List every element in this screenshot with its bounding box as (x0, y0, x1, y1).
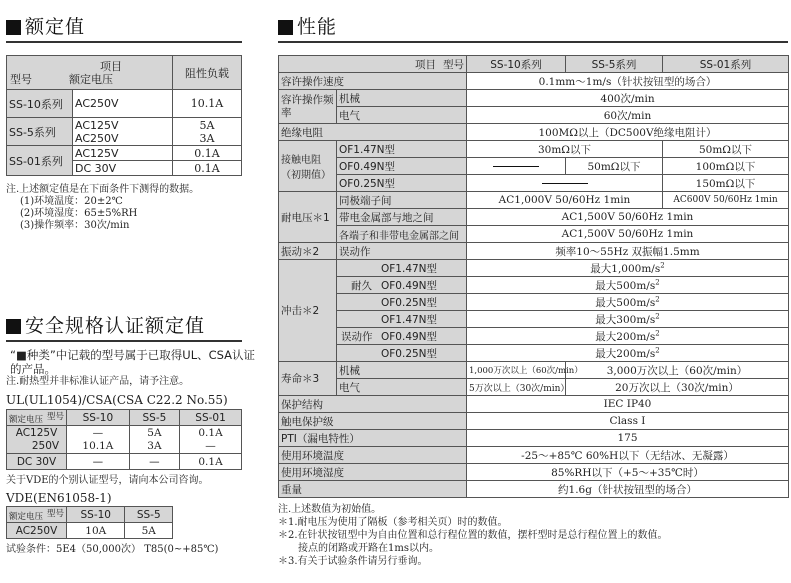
sub-label: 耐久 OF0.49N型 (337, 277, 467, 294)
value-cell: 最大$500m/s^2$ (467, 277, 789, 294)
cert-body (6, 348, 256, 556)
table-row (279, 73, 789, 90)
sub-label: OF1.47N型 (337, 260, 467, 277)
value-cell: 5A 3A (129, 426, 179, 454)
voltage-cell: AC125V (73, 146, 173, 161)
note-line: ＊2.在针状按钮型中为自由位置和总行程位置的数值，摆杆型时是总行程位置上的数值。 (278, 530, 668, 541)
perf-col-header: SS-10系列 (467, 56, 566, 73)
row-label: 耐电压＊1 (279, 192, 337, 243)
value-cell: AC1,500V 50/60Hz 1min (467, 226, 789, 243)
square-bullet-icon (6, 20, 21, 35)
sub-label: OF0.49N型 (337, 158, 467, 175)
table-header-row (7, 56, 242, 90)
note-line: 注.上述数值为初始值。 (278, 504, 382, 515)
value-cell: 最大$500m/s^2$ (467, 294, 789, 311)
table-row (279, 481, 789, 498)
value-cell: 0.1A — (180, 426, 242, 454)
right-column (278, 6, 788, 568)
sub-label: 电气 (337, 107, 467, 124)
table-row (279, 413, 789, 430)
value-cell: — 10.1A (67, 426, 130, 454)
sub-label: 机械 (337, 362, 467, 379)
row-label: PTI（漏电特性） (279, 430, 467, 447)
note-line: (3)操作频率：30次/min (20, 220, 130, 231)
load-cell: 10.1A (172, 90, 241, 118)
table-row (279, 226, 789, 243)
row-label: 容许操作频率 (279, 90, 337, 124)
vde-table (6, 506, 173, 539)
note-line: ＊3.有关于试验条件请另行垂询。 (278, 556, 428, 567)
table-row (279, 175, 789, 192)
note-line: (2)环境湿度：65±5%RH (20, 208, 138, 219)
note-line: 注.上述额定值是在下面条件下测得的数据。 (6, 184, 200, 195)
voltage-cell: AC250V (73, 90, 173, 118)
table-header-row (7, 410, 242, 426)
value-cell: 400次/min (467, 90, 789, 107)
header-voltage-label: 额定电压 (69, 73, 113, 86)
row-label: 接触电阻（初期值） (279, 141, 337, 192)
cert-title: 安全规格认证额定值 (25, 315, 206, 337)
header-load-label: 阻性负载 (172, 56, 241, 90)
value-cell: 85%RH以下（+5～+35℃时） (467, 464, 789, 481)
table-row (279, 311, 789, 328)
value-cell: 最大$200m/s^2$ (467, 328, 789, 345)
header-diagonal-cell: 型号 额定电压 (7, 507, 67, 523)
ul-title: UL(UL1054)/CSA(CSA C22.2 No.55) (6, 393, 228, 407)
sub-label: OF1.47N型 (337, 141, 467, 158)
sub-label: 各端子和非带电金属部之间 (337, 226, 467, 243)
table-row (279, 345, 789, 362)
value-cell: IEC IP40 (467, 396, 789, 413)
value-cell: 0.1mm～1m/s（针状按钮型的场合） (467, 73, 789, 90)
value-cell: 150mΩ以下 (663, 175, 789, 192)
sub-label: OF0.25N型 (337, 294, 467, 311)
value-cell: 频率10～55Hz 双振幅1.5mm (467, 243, 789, 260)
row-label: 寿命＊3 (279, 362, 337, 396)
table-header-row (279, 56, 789, 73)
sub-label: OF0.25N型 (337, 175, 467, 192)
value-cell: 100mΩ以下 (663, 158, 789, 175)
table-row (279, 158, 789, 175)
vde-note: 关于VDE的个别认证型号，请向本公司咨询。 (6, 475, 209, 486)
value-cell (467, 158, 566, 175)
perf-col-header: SS-5系列 (566, 56, 663, 73)
header-diagonal-cell (7, 56, 173, 90)
square-bullet-icon (6, 319, 21, 334)
value-cell: 50mΩ以下 (566, 158, 663, 175)
table-row (7, 146, 242, 161)
value-cell: 3,000万次以上（60次/min） (566, 362, 789, 379)
table-row (279, 328, 789, 345)
value-cell: 5万次以上（30次/min） (467, 379, 566, 396)
vde-col-header: SS-10 (67, 507, 125, 523)
table-row (7, 426, 242, 454)
voltage-cell: AC125V AC250V (73, 118, 173, 146)
load-cell: 5A 3A (172, 118, 241, 146)
rated-table (6, 55, 242, 176)
table-row (7, 118, 242, 146)
value-cell: AC1,000V 50/60Hz 1min (467, 192, 663, 209)
value-cell: AC600V 50/60Hz 1min (663, 192, 789, 209)
perf-section-header (278, 6, 788, 43)
value-cell: 最大$200m/s^2$ (467, 345, 789, 362)
value-cell: Class Ⅰ (467, 413, 789, 430)
value-cell: 100MΩ以上（DC500V绝缘电阻计） (467, 124, 789, 141)
table-row (279, 90, 789, 107)
row-label: 重量 (279, 481, 467, 498)
header-item-label: 项目 (99, 60, 122, 73)
dash-mark (542, 183, 588, 184)
vde-title: VDE(EN61058-1) (6, 491, 112, 505)
left-column (6, 6, 256, 555)
table-row (279, 464, 789, 481)
table-row (279, 379, 789, 396)
ul-col-header: SS-01 (180, 410, 242, 426)
header-diagonal-cell: 型号 额定电压 (7, 410, 67, 426)
perf-table (278, 55, 789, 498)
model-cell: SS-5系列 (7, 118, 73, 146)
value-cell: 最大$300m/s^2$ (467, 311, 789, 328)
row-label: 容许操作速度 (279, 73, 467, 90)
perf-title: 性能 (297, 16, 338, 38)
value-cell: 50mΩ以下 (663, 141, 789, 158)
rated-title: 额定值 (25, 16, 86, 38)
perf-col-header: SS-01系列 (663, 56, 789, 73)
table-row (279, 243, 789, 260)
table-row (279, 362, 789, 379)
row-label: 使用环境湿度 (279, 464, 467, 481)
value-cell: 30mΩ以下 (467, 141, 663, 158)
table-row (7, 90, 242, 118)
table-row (279, 107, 789, 124)
header-diagonal-cell: 项目 型号 (279, 56, 467, 73)
value-cell: 5A (125, 523, 173, 539)
value-cell: 0.1A (180, 454, 242, 470)
table-row (7, 523, 173, 539)
cert-intro: “■种类”中记载的型号属于已取得UL、CSA认证的产品。 (10, 348, 256, 376)
test-condition: 试验条件：5E4（50,000次） T85(0~+85℃) (6, 544, 219, 555)
ul-col-header: SS-5 (129, 410, 179, 426)
square-bullet-icon (278, 20, 293, 35)
value-cell: -25～+85℃ 60%H以下（无结冰、无凝露） (467, 447, 789, 464)
table-row (279, 447, 789, 464)
note-line: (1)环境温度：20±2℃ (20, 196, 123, 207)
sub-label: OF0.25N型 (337, 345, 467, 362)
voltage-cell: DC 30V (7, 454, 67, 470)
load-cell: 0.1A (172, 161, 241, 176)
sub-label: 误动作 OF0.49N型 (337, 328, 467, 345)
note-line: ＊1.耐电压为使用了隔板（参考相关页）时的数值。 (278, 517, 508, 528)
row-label: 使用环境温度 (279, 447, 467, 464)
perf-notes (278, 503, 788, 568)
table-row (279, 260, 789, 277)
row-label: 绝缘电阻 (279, 124, 467, 141)
ul-table (6, 409, 242, 470)
sub-label: 同极端子间 (337, 192, 467, 209)
value-cell: — (129, 454, 179, 470)
sub-label: 机械 (337, 90, 467, 107)
sub-label: 误动作 (337, 243, 467, 260)
table-row (279, 141, 789, 158)
load-cell: 0.1A (172, 146, 241, 161)
voltage-cell: AC250V (7, 523, 67, 539)
row-label: 冲击＊2 (279, 260, 337, 362)
table-row (279, 277, 789, 294)
value-cell: — (67, 454, 130, 470)
table-row (7, 454, 242, 470)
value-cell (467, 175, 663, 192)
table-row (279, 124, 789, 141)
row-label: 振动＊2 (279, 243, 337, 260)
table-row (279, 396, 789, 413)
table-row (279, 209, 789, 226)
rated-section-header (6, 6, 242, 43)
value-cell: 175 (467, 430, 789, 447)
value-cell: 10A (67, 523, 125, 539)
sub-label: 带电金属部与地之间 (337, 209, 467, 226)
sub-label: OF1.47N型 (337, 311, 467, 328)
table-header-row (7, 507, 173, 523)
model-cell: SS-10系列 (7, 90, 73, 118)
value-cell: 1,000万次以上（60次/min） (467, 362, 566, 379)
rated-notes (6, 184, 242, 232)
sub-label: 电气 (337, 379, 467, 396)
table-row (279, 294, 789, 311)
dash-mark (493, 166, 539, 167)
model-cell: SS-01系列 (7, 146, 73, 176)
header-model-label: 型号 (10, 73, 32, 86)
note-line: 接点的闭路或开路在1ms以内。 (278, 543, 439, 554)
table-row (279, 192, 789, 209)
cert-section-header (6, 308, 242, 342)
table-row (279, 430, 789, 447)
cert-note: 注.耐热型并非标准认证产品，请予注意。 (6, 376, 190, 387)
ul-col-header: SS-10 (67, 410, 130, 426)
value-cell: AC1,500V 50/60Hz 1min (467, 209, 789, 226)
voltage-cell: DC 30V (73, 161, 173, 176)
vde-col-header: SS-5 (125, 507, 173, 523)
row-label: 触电保护级 (279, 413, 467, 430)
value-cell: 20万次以上（30次/min） (566, 379, 789, 396)
value-cell: 最大$1,000m/s^2$ (467, 260, 789, 277)
value-cell: 60次/min (467, 107, 789, 124)
row-label: 保护结构 (279, 396, 467, 413)
voltage-cell: AC125V 250V (7, 426, 67, 454)
value-cell: 约1.6g（针状按钮型的场合） (467, 481, 789, 498)
